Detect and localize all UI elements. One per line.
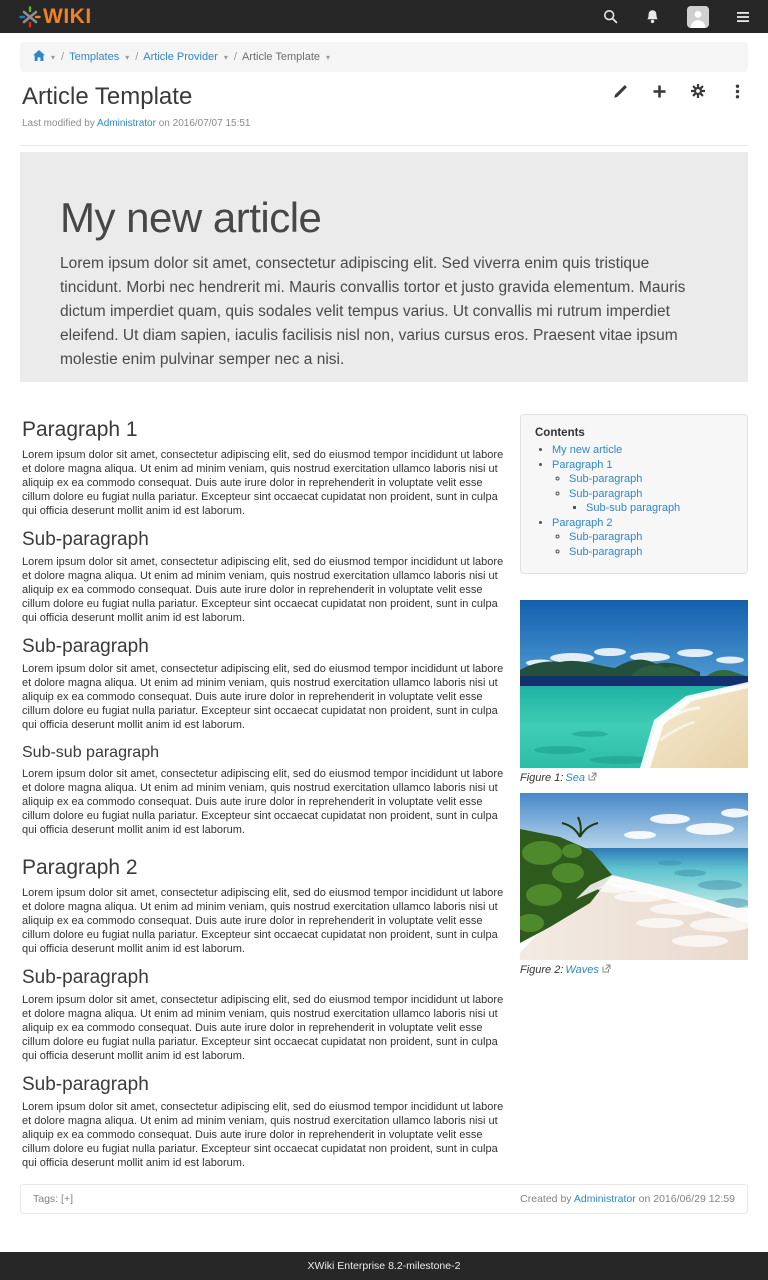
toc-link-my-new-article[interactable]: My new article [552, 444, 623, 456]
breadcrumb-item-article-provider[interactable]: Article Provider [143, 51, 218, 63]
pencil-icon[interactable] [611, 82, 629, 100]
figure-2-caption [520, 964, 748, 976]
version-footer-bar [0, 1252, 768, 1280]
plus-icon[interactable] [650, 82, 668, 100]
home-icon[interactable] [33, 50, 45, 64]
toc-title: Contents [535, 427, 585, 439]
breadcrumb-separator: / [233, 51, 237, 63]
figure-2-link[interactable]: Waves [565, 964, 599, 976]
breadcrumb [20, 42, 748, 72]
toc-item [569, 530, 733, 545]
article-hero [20, 152, 748, 382]
header-divider [20, 145, 748, 146]
xwiki-logo-x-icon [18, 5, 42, 29]
toc-link-sub-paragraph[interactable]: Sub-paragraph [569, 545, 643, 558]
section-paragraph: Lorem ipsum dolor sit amet, consectetur adipiscing elit, sed do eiusmod tempor incididunt ut labore et dolore magna aliqua. Ut enim ad minim veniam, quis nostrud exercitation ullamco laboris nisi ut aliquip ex ea commodo consequat. Duis aute irure dolor in reprehenderit in voluptate velit esse cillum dolore eu fugiat nulla pariatur. Excepteur sint occaecat cupidatat non proident, sunt in culpa qui officia deserunt mollit anim id est laborum. [22, 994, 504, 1062]
last-modified-prefix: Last modified by [22, 118, 98, 129]
user-avatar[interactable] [687, 6, 709, 28]
figure-2-image[interactable] [520, 793, 748, 960]
figure-1-image[interactable] [520, 600, 748, 768]
toc-item [552, 458, 733, 516]
section-paragraph: Lorem ipsum dolor sit amet, consectetur adipiscing elit, sed do eiusmod tempor incididunt ut labore et dolore magna aliqua. Ut enim ad minim veniam, quis nostrud exercitation ullamco laboris nisi ut aliquip ex ea commodo consequat. Duis aute irure dolor in reprehenderit in voluptate velit esse cillum dolore eu fugiat nulla pariatur. Excepteur sint occaecat cupidatat non proident, sunt in culpa qui officia deserunt mollit anim id est laborum. [22, 768, 504, 836]
add-tag-button[interactable]: [+] [61, 1193, 73, 1205]
created-suffix: on 2016/06/29 12:59 [635, 1193, 735, 1205]
section-paragraph: Lorem ipsum dolor sit amet, consectetur adipiscing elit, sed do eiusmod tempor incididunt ut labore et dolore magna aliqua. Ut enim ad minim veniam, quis nostrud exercitation ullamco laboris nisi ut aliquip ex ea commodo consequat. Duis aute irure dolor in reprehenderit in voluptate velit esse cillum dolore eu fugiat nulla pariatur. Excepteur sint occaecat cupidatat non proident, sunt in culpa qui officia deserunt mollit anim id est laborum. [22, 887, 504, 955]
search-icon[interactable] [603, 9, 618, 24]
section-heading-sub-paragraph: Sub-paragraph [22, 636, 149, 657]
section-heading-sub-paragraph: Sub-paragraph [22, 1074, 149, 1095]
section-heading-sub-paragraph: Sub-paragraph [22, 529, 149, 550]
section-heading-sub-paragraph: Sub-paragraph [22, 967, 149, 988]
kebab-icon[interactable] [728, 82, 746, 100]
tags-line [33, 1193, 73, 1205]
figure-1-caption-prefix: Figure 1: [520, 772, 564, 784]
section-paragraph: Lorem ipsum dolor sit amet, consectetur adipiscing elit, sed do eiusmod tempor incididunt ut labore et dolore magna aliqua. Ut enim ad minim veniam, quis nostrud exercitation ullamco laboris nisi ut aliquip ex ea commodo consequat. Duis aute irure dolor in reprehenderit in voluptate velit esse cillum dolore eu fugiat nulla pariatur. Excepteur sint occaecat cupidatat non proident, sunt in culpa qui officia deserunt mollit anim id est laborum. [22, 556, 504, 624]
created-line [520, 1193, 735, 1205]
section-heading-paragraph-2: Paragraph 2 [22, 856, 138, 879]
toc-link-sub-paragraph[interactable]: Sub-paragraph [569, 487, 643, 500]
top-navigation-bar [0, 0, 768, 33]
page-actions [611, 82, 746, 100]
article-hero-lead: Lorem ipsum dolor sit amet, consectetur adipiscing elit. Sed viverra enim quis tristique tincidunt. Morbi nec hendrerit mi. Mauris convallis tortor et justo gravida elementum. Mauris dictum imperdiet quam, quis sodales velit tempus varius. Ut convallis mi rutrum imperdiet eleifend. Ut diam sapien, iaculis facilisis nisl non, varius cursus eros. Praesent vitae ipsum molestie enim pulvinar semper nec a nisi. [60, 255, 686, 368]
figure-2 [520, 793, 748, 976]
toc-item [569, 472, 733, 487]
toc-link-paragraph-1[interactable]: Paragraph 1 [552, 458, 613, 471]
topbar-actions [603, 6, 750, 28]
breadcrumb-item-current: Article Template [241, 51, 321, 63]
created-user-link[interactable]: Administrator [573, 1193, 636, 1205]
chevron-down-icon[interactable]: ▾ [51, 52, 56, 62]
gear-icon[interactable] [689, 82, 707, 100]
external-link-icon [602, 964, 611, 976]
breadcrumb-separator: / [61, 51, 65, 63]
xwiki-logo[interactable] [18, 5, 92, 29]
figure-1-link[interactable]: Sea [565, 772, 585, 784]
last-modified-suffix: on 2016/07/07 15:51 [155, 118, 251, 129]
created-prefix: Created by [520, 1193, 574, 1205]
chevron-down-icon[interactable]: ▾ [223, 52, 228, 62]
figure-2-caption-prefix: Figure 2: [520, 964, 564, 976]
toc-item [552, 516, 733, 560]
toc-item [552, 443, 733, 458]
hamburger-icon[interactable] [736, 11, 750, 23]
external-link-icon [588, 772, 597, 784]
toc-item [586, 501, 733, 516]
toc-link-sub-sub-paragraph[interactable]: Sub-sub paragraph [586, 502, 681, 514]
article-hero-title: My new article [60, 194, 322, 241]
chevron-down-icon[interactable]: ▾ [125, 52, 130, 62]
tags-label: Tags: [33, 1193, 59, 1205]
breadcrumb-item-templates[interactable]: Templates [69, 51, 120, 63]
toc-item [569, 487, 733, 516]
page-title: Article Template [22, 83, 193, 110]
section-heading-paragraph-1: Paragraph 1 [22, 418, 138, 441]
sidebar-column [520, 414, 748, 1181]
toc-link-paragraph-2[interactable]: Paragraph 2 [552, 516, 613, 529]
figure-1-caption [520, 772, 748, 784]
version-text: XWiki Enterprise 8.2-milestone-2 [307, 1260, 461, 1272]
section-paragraph: Lorem ipsum dolor sit amet, consectetur adipiscing elit, sed do eiusmod tempor incididunt ut labore et dolore magna aliqua. Ut enim ad minim veniam, quis nostrud exercitation ullamco laboris nisi ut aliquip ex ea commodo consequat. Duis aute irure dolor in reprehenderit in voluptate velit esse cillum dolore eu fugiat nulla pariatur. Excepteur sint occaecat cupidatat non proident, sunt in culpa qui officia deserunt mollit anim id est laborum. [22, 449, 504, 517]
table-of-contents-panel [520, 414, 748, 574]
last-modified-user-link[interactable]: Administrator [97, 118, 156, 129]
section-paragraph: Lorem ipsum dolor sit amet, consectetur adipiscing elit, sed do eiusmod tempor incididunt ut labore et dolore magna aliqua. Ut enim ad minim veniam, quis nostrud exercitation ullamco laboris nisi ut aliquip ex ea commodo consequat. Duis aute irure dolor in reprehenderit in voluptate velit esse cillum dolore eu fugiat nulla pariatur. Excepteur sint occaecat cupidatat non proident, sunt in culpa qui officia deserunt mollit anim id est laborum. [22, 1101, 504, 1169]
breadcrumb-separator: / [135, 51, 139, 63]
section-heading-sub-sub-paragraph: Sub-sub paragraph [22, 744, 159, 761]
figure-1 [520, 600, 748, 784]
document-header [0, 72, 768, 129]
article-body-column [20, 414, 506, 1181]
toc-link-sub-paragraph[interactable]: Sub-paragraph [569, 473, 643, 485]
section-paragraph: Lorem ipsum dolor sit amet, consectetur adipiscing elit, sed do eiusmod tempor incididunt ut labore et dolore magna aliqua. Ut enim ad minim veniam, quis nostrud exercitation ullamco laboris nisi ut aliquip ex ea commodo consequat. Duis aute irure dolor in reprehenderit in voluptate velit esse cillum dolore eu fugiat nulla pariatur. Excepteur sint occaecat cupidatat non proident, sunt in culpa qui officia deserunt mollit anim id est laborum. [22, 663, 504, 731]
chevron-down-icon[interactable]: ▾ [326, 52, 331, 62]
last-modified-line [22, 118, 746, 129]
toc-link-sub-paragraph[interactable]: Sub-paragraph [569, 531, 643, 543]
xwiki-logo-text: WIKI [43, 5, 92, 28]
bell-icon[interactable] [645, 9, 660, 25]
toc-item [569, 545, 733, 560]
main-content [0, 414, 768, 1181]
document-footer [20, 1184, 748, 1214]
